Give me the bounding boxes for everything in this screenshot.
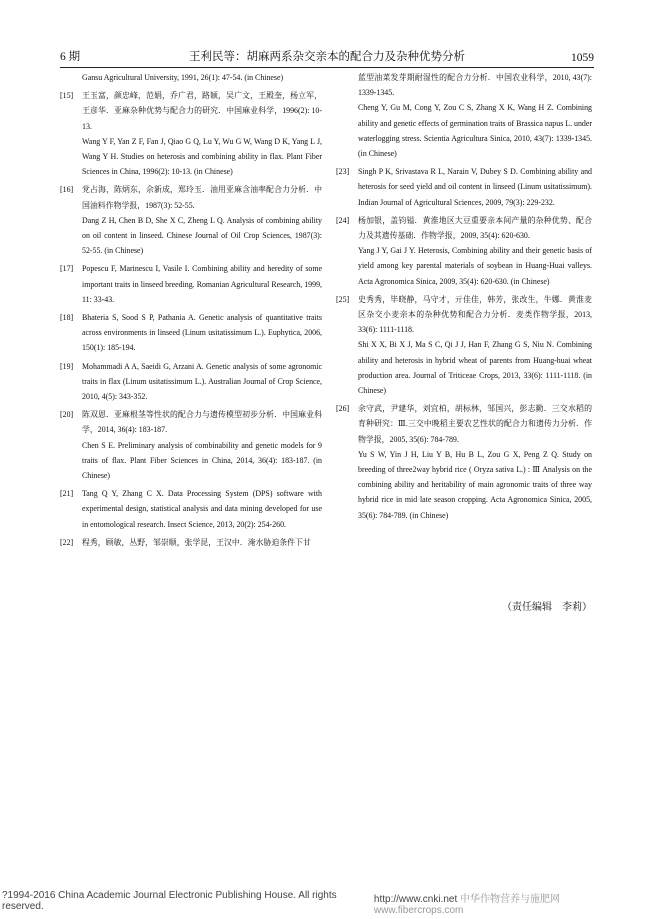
reference-text: Dang Z H, Chen B D, She X C, Zheng L Q. Analysis of combining ability on oil content in linseed. Chinese Journal of Oil Crop Sciences, 1987(3): 52-55. (in Chinese) <box>82 215 322 256</box>
left-column <box>60 70 322 553</box>
reference-24 <box>336 213 592 289</box>
reference-text: Bhateria S, Sood S P, Pathania A. Genetic analysis of quantitative traits across environments in linseed (Linum usitatissimum L.). Euphytica, 2006, 150(1): 185-194. <box>82 313 322 353</box>
reference-number: [23] <box>336 167 350 177</box>
reference-16 <box>60 182 322 258</box>
reference-text: Popescu F, Marinescu I, Vasile I. Combining ability and heredity of some important traits in linseed breeding. Romanian Agricultural Research, 1999, 11: 33-43. <box>82 264 322 304</box>
reference-text: Chen S E. Preliminary analysis of combinability and genetic models for 9 traits of flax. Plant Fiber Sciences in China, 2014, 36(4): 183-187. (in Chinese) <box>82 440 322 481</box>
reference-23 <box>336 164 592 210</box>
continuation-text <box>60 70 322 85</box>
copyright-notice: ?1994-2016 China Academic Journal Electronic Publishing House. All rights reserved. <box>2 890 337 912</box>
reference-number: [26] <box>336 404 350 414</box>
responsible-editor: （责任编辑 李莉） <box>502 602 592 613</box>
footer-url[interactable]: http://www.cnki.net <box>373 894 458 905</box>
reference-20 <box>60 407 322 483</box>
reference-22 <box>60 535 322 550</box>
reference-text: Mohammadi A A, Saeidi G, Arzani A. Genetic analysis of some agronomic traits in flax (Linum usitatissimum L.). Australian Journal of Crop Science, 2010, 4(5): 343-352. <box>82 361 322 402</box>
reference-18 <box>60 310 322 356</box>
reference-21 <box>60 486 322 532</box>
reference-19 <box>60 359 322 405</box>
continuation-line: 蓝型油菜发芽期耐湿性的配合力分析．中国农业科学，2010, 43(7): 1339-1345. <box>358 73 592 98</box>
reference-text: 杨加银，盖钧镒．黄淮地区大豆重要亲本间产量的杂种优势、配合力及其遗传基础．作物学报，2009, 35(4): 620-630. <box>358 215 592 241</box>
reference-number: [22] <box>60 537 74 547</box>
continuation-line: Cheng Y, Gu M, Cong Y, Zou C S, Zhang X K, Wang H Z. Combining ability and genetic effects of germination traits of Brassica napus L. under waterlogging stress. Scientia Agricultura Sinica, 2010, 43(7): 1339-1345. (in Chinese) <box>358 103 592 159</box>
reference-number: [16] <box>60 185 74 195</box>
reference-number: [15] <box>60 91 74 101</box>
running-title: 王利民等：胡麻两系杂交亲本的配合力及杂种优势分析 <box>189 51 465 63</box>
reference-text: 余守武，尹建华，刘宜柏，胡标林，邹国兴，彭志勤．三交水稻的育种研究：Ⅲ.三交中晚稻主要农艺性状的配合力和遗传力分析．作物学报，2005, 35(6): 784-789. <box>358 404 592 444</box>
continuation-text <box>336 70 592 161</box>
reference-number: [24] <box>336 215 350 225</box>
reference-25 <box>336 292 592 398</box>
reference-text: 党占海，陈炳东，佘新成，郑玲玉．油用亚麻含油率配合力分析．中国油料作物学报，1987(3): 52-55. <box>82 185 322 210</box>
watermark: 中华作物营养与施肥网 www.fibercrops.com <box>373 894 561 916</box>
right-column <box>336 70 592 526</box>
continuation-line: Gansu Agricultural University, 1991, 26(1): 47-54. (in Chinese) <box>82 73 284 82</box>
reference-15 <box>60 88 322 179</box>
reference-text: 史秀秀，毕晓静，马守才，亓佳佳，韩芳，张改生，牛娜．黄淮麦区杂交小麦亲本的杂种优势和配合力分析．麦类作物学报，2013, 33(6): 1111-1118. <box>358 294 592 335</box>
reference-text: Wang Y F, Yan Z F, Fan J, Qiao G Q, Lu Y, Wu G W, Wang D K, Yang L J, Wang Y H. Studies on heterosis and combining ability in flax. Plant Fiber Sciences in China, 1996(2): 10-13. (in Chinese) <box>82 136 322 177</box>
reference-17 <box>60 261 322 307</box>
reference-number: [19] <box>60 361 74 371</box>
reference-text: Yu S W, Yin J H, Liu Y B, Hu B L, Zou G X, Peng Z Q. Study on breeding of three2way hybrid rice ( Oryza sativa L.) : Ⅲ Analysis on the combining ability and heritability of main agronomic traits of three way hybrid rice in mid late season cropping. Acta Agronomica Sinica, 2005, 35(6): 784-789. (in Chinese) <box>358 449 592 520</box>
reference-text: Tang Q Y, Zhang C X. Data Processing System (DPS) software with experimental design, statistical analysis and data mining developed for use in entomological research. Insect Science, 2013, 20(2): 254-260. <box>82 489 322 529</box>
reference-number: [17] <box>60 264 74 274</box>
issue-number: 6 期 <box>60 51 81 63</box>
reference-number: [18] <box>60 313 74 323</box>
reference-number: [21] <box>60 489 74 499</box>
reference-text: Shi X X, Bi X J, Ma S C, Qi J J, Han F, Zhang G S, Niu N. Combining ability and heterosis in hybrid wheat of parents from Huang-huai wheat production area. Journal of Triticeae Crops, 2013, 33(6): 1111-1118. (in Chinese) <box>358 340 592 396</box>
reference-number: [20] <box>60 410 74 420</box>
reference-text: 程秀，顾敏，丛野，邹崇顺，张学昆，王汉中．淹水胁迫条件下甘 <box>82 537 311 547</box>
reference-text: 王玉富，颜忠峰，范娟，乔广君，路颖，吴广文，王殿奎，杨立军，王彦华．亚麻杂种优势与配合力的研究．中国麻业科学，1996(2): 10-13. <box>82 91 322 131</box>
page-number: 1059 <box>571 52 594 64</box>
reference-text: Yang J Y, Gai J Y. Heterosis, Combining ability and their genetic basis of yield among key parental materials of soybean in Huang-Huai valleys. Acta Agronomica Sinica, 2009, 35(4): 620-630. (in Chinese) <box>358 246 592 286</box>
reference-26 <box>336 401 592 523</box>
reference-text: Singh P K, Srivastava R L, Narain V, Dubey S D. Combining ability and heterosis for seed yield and oil content in linseed (Linum usitatissimum). Indian Journal of Agricultural Sciences, 2009, 79(3): 229-232. <box>358 167 592 207</box>
reference-number: [25] <box>336 294 350 304</box>
page-footer <box>2 890 647 916</box>
running-header <box>60 42 594 68</box>
reference-text: 陈双恩．亚麻根茎等性状的配合力与遗传模型初步分析．中国麻业科学，2014, 36(4): 183-187. <box>82 410 322 435</box>
